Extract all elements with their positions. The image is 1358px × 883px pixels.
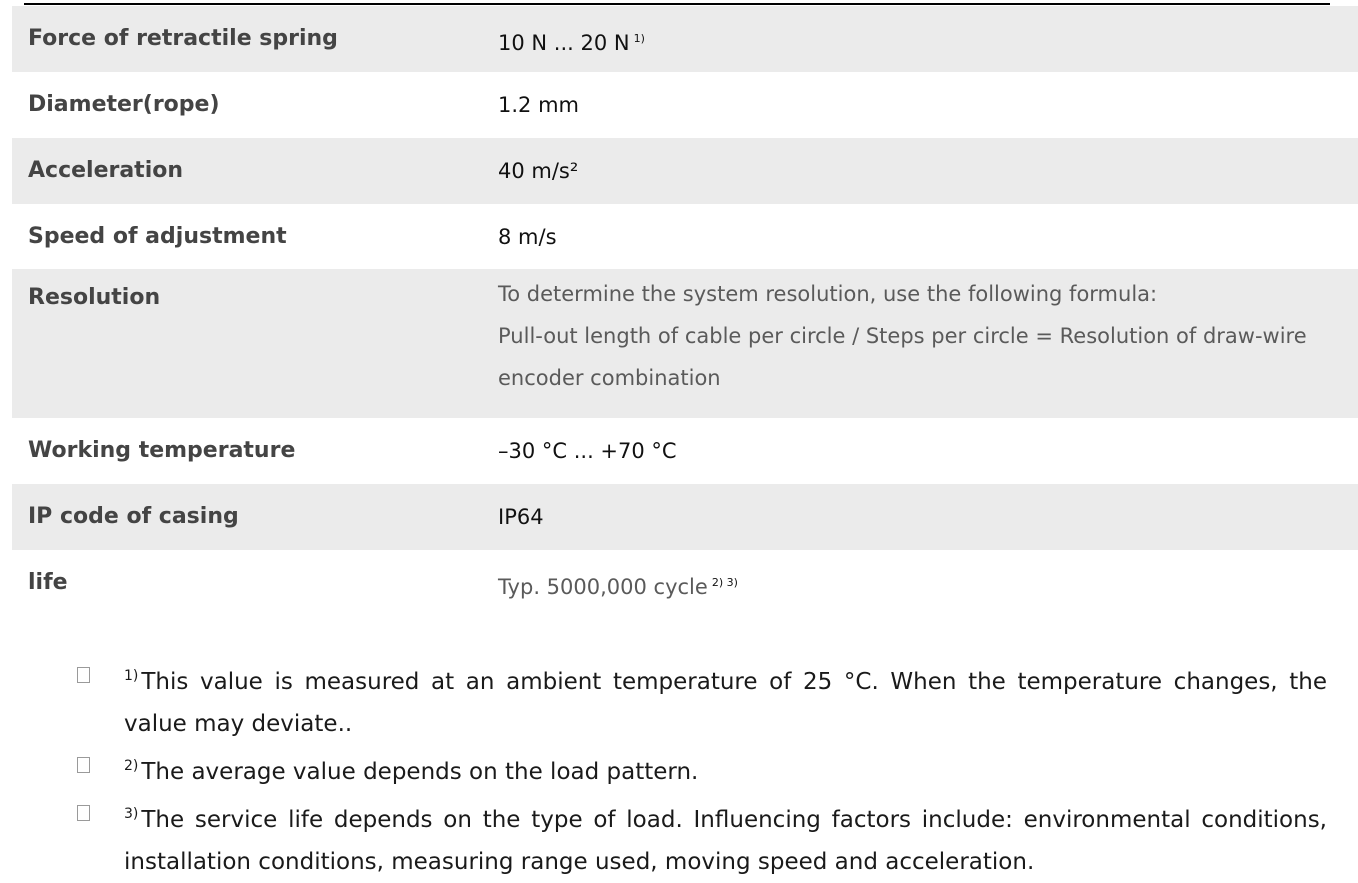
spec-value <box>498 269 1358 399</box>
top-rule <box>24 3 1330 5</box>
footnote-marker: 2) <box>124 758 139 774</box>
spec-value-text: 10 N ... 20 N <box>498 31 630 55</box>
footnote-item <box>0 793 1358 883</box>
spec-label: life <box>28 570 68 595</box>
spec-value: IP64 <box>498 505 544 529</box>
footnote-body: The average value depends on the load pattern. <box>141 759 699 785</box>
spec-label: Working temperature <box>28 438 296 463</box>
spec-value: –30 °C ... +70 °C <box>498 439 677 463</box>
spec-row-rope-diameter <box>12 72 1358 138</box>
footnote-item <box>0 655 1358 745</box>
footnote-body: This value is measured at an ambient temperature of 25 °C. When the temperature changes, the value may deviate.. <box>124 669 1327 737</box>
footnote-text <box>124 793 1327 883</box>
spec-label: Resolution <box>28 285 161 310</box>
spec-value-text: Typ. 5000,000 cycle <box>498 575 708 599</box>
footnote-marker: 3) <box>124 806 139 822</box>
spec-row-life <box>12 550 1358 615</box>
resolution-line: encoder combination <box>498 366 721 390</box>
resolution-line: Pull-out length of cable per circle / Steps per circle = Resolution of draw-wire <box>498 324 1307 348</box>
spec-row-working-temperature <box>12 418 1358 484</box>
spec-value <box>498 26 1358 56</box>
footnote-text <box>124 655 1327 745</box>
checkbox-bullet-icon <box>0 655 124 683</box>
spec-value: 8 m/s <box>498 225 557 249</box>
spec-label: Force of retractile spring <box>28 26 338 51</box>
spec-label: Speed of adjustment <box>28 224 287 249</box>
resolution-line: To determine the system resolution, use the following formula: <box>498 282 1158 306</box>
footnote-text <box>124 745 1327 793</box>
spec-row-acceleration <box>12 138 1358 204</box>
spec-row-speed <box>12 204 1358 269</box>
spec-row-ip-code <box>12 484 1358 550</box>
spec-table <box>12 6 1358 615</box>
checkbox-bullet-icon <box>0 745 124 773</box>
spec-label: IP code of casing <box>28 504 239 529</box>
footnotes-list <box>0 655 1358 883</box>
footnote-item <box>0 745 1358 793</box>
footnote-body: The service life depends on the type of load. Influencing factors include: environmental conditions, installation conditions, measuring range used, moving speed and acceleration. <box>124 807 1327 875</box>
spec-label: Acceleration <box>28 158 184 183</box>
spec-value: 1.2 mm <box>498 93 579 117</box>
footnote-marker: 2) 3) <box>711 576 738 589</box>
footnote-marker: 1) <box>124 668 139 684</box>
spec-row-retractile-force <box>12 6 1358 72</box>
spec-label: Diameter(rope) <box>28 92 220 117</box>
spec-row-resolution <box>12 269 1358 418</box>
footnote-marker: 1) <box>633 32 645 45</box>
spec-value <box>498 570 1358 600</box>
spec-value: 40 m/s² <box>498 159 579 183</box>
checkbox-bullet-icon <box>0 793 124 821</box>
